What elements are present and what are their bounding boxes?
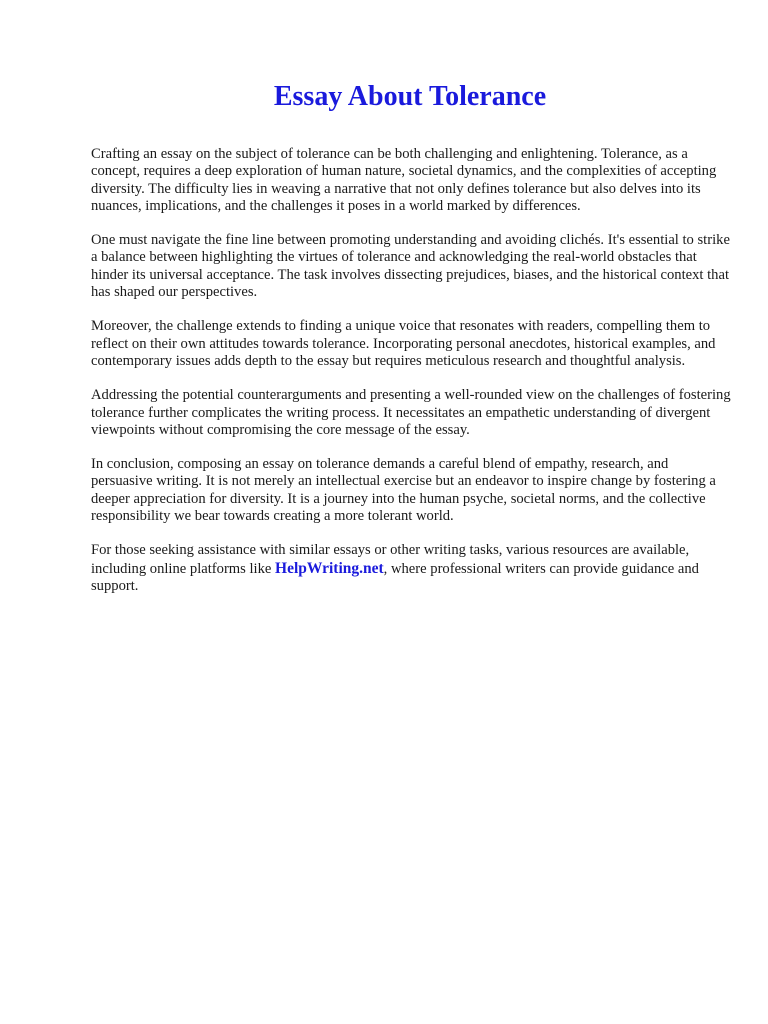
closing-text-before-link: For those seeking assistance with similar essays or other writing tasks, various resources are available, including online platforms like: [91, 542, 690, 577]
paragraph-4: Addressing the potential counterarguments and presenting a well-rounded view on the challenges of fostering tolerance further complicates the writing process. It necessitates an empathetic understanding of divergent viewpoints without compromising the core message of the essay.: [91, 387, 731, 438]
paragraph-5: In conclusion, composing an essay on tolerance demands a careful blend of empathy, research, and persuasive writing. It is not merely an intellectual exercise but an endeavor to inspire change by fostering a deeper appreciation for diversity. It is a journey into the human psyche, societal norms, and the collective responsibility we bear towards creating a more tolerant world.: [91, 456, 716, 525]
helpwriting-link[interactable]: HelpWriting.net: [275, 559, 384, 577]
essay-body: [91, 146, 731, 612]
closing-text-after-link: , where professional writers can provide guidance and support.: [91, 560, 699, 594]
page-title: Essay About Tolerance: [273, 81, 547, 112]
paragraph-3: Moreover, the challenge extends to finding a unique voice that resonates with readers, compelling them to reflect on their own attitudes towards tolerance. Incorporating personal anecdotes, historical examples, and contemporary issues adds depth to the essay but requires meticulous research and thoughtful analysis.: [91, 318, 716, 369]
closing-paragraph: [91, 542, 731, 595]
paragraph-2: One must navigate the fine line between promoting understanding and avoiding clichés. It's essential to strike a balance between highlighting the virtues of tolerance and acknowledging the real-world obstacles that hinder its universal acceptance. The task involves dissecting prejudices, biases, and the historical context that has shaped our perspectives.: [91, 232, 730, 301]
paragraph-1: Crafting an essay on the subject of tolerance can be both challenging and enlightening. Tolerance, as a concept, requires a deep exploration of human nature, societal dynamics, and the complexities of accepting diversity. The difficulty lies in weaving a narrative that not only defines tolerance but also delves into its nuances, implications, and the challenges it poses in a world marked by differences.: [91, 146, 717, 214]
